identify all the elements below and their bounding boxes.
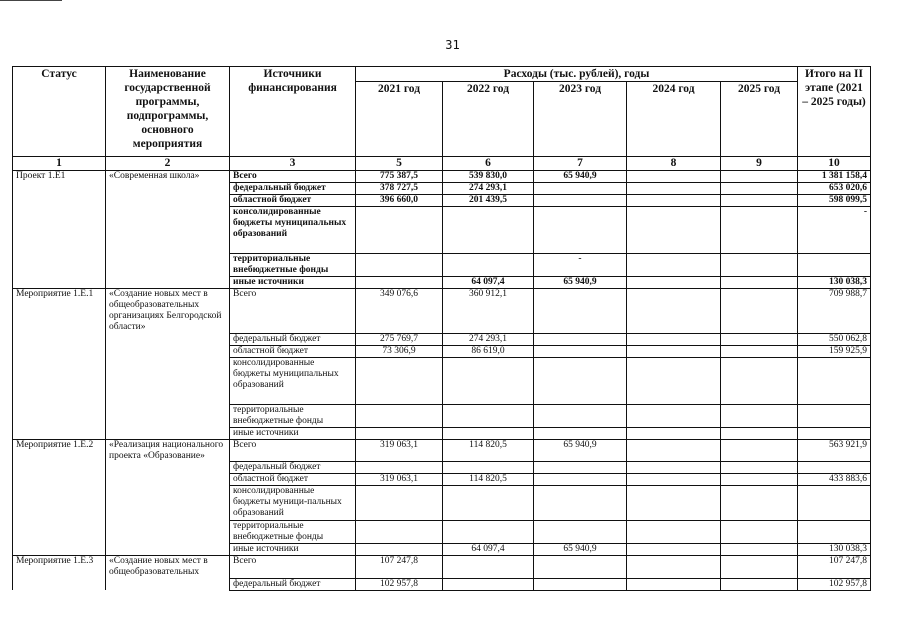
row-source: областной бюджет [230, 474, 356, 486]
cell-total [798, 357, 871, 404]
cell-v2023 [534, 462, 627, 474]
cell-v2021: 319 063,1 [356, 474, 443, 486]
cell-v2023: 65 940,9 [534, 277, 627, 289]
row-status: Мероприятие 1.Е.3 [13, 556, 106, 579]
cell-v2021 [356, 521, 443, 544]
cell-v2025 [721, 404, 798, 427]
cell-v2023 [534, 345, 627, 357]
budget-table [12, 66, 871, 591]
column-number: 9 [721, 157, 798, 171]
cell-v2024 [627, 345, 721, 357]
cell-v2024 [627, 521, 721, 544]
header-year-2022: 2022 год [443, 82, 534, 157]
table-row [13, 171, 871, 183]
cell-v2025 [721, 521, 798, 544]
row-status-cell [13, 404, 106, 427]
cell-v2023 [534, 474, 627, 486]
cell-v2021 [356, 254, 443, 277]
header-sources: Источники финансирования [230, 67, 356, 157]
table-row [13, 439, 871, 462]
cell-v2025 [721, 556, 798, 579]
row-name-cell [106, 578, 230, 590]
cell-v2023 [534, 556, 627, 579]
row-source: областной бюджет [230, 195, 356, 207]
row-name-cell [106, 521, 230, 544]
cell-v2025 [721, 462, 798, 474]
cell-v2025 [721, 357, 798, 404]
cell-v2022: 539 830,0 [443, 171, 534, 183]
cell-total [798, 521, 871, 544]
table-row [13, 277, 871, 289]
cell-total: 433 883,6 [798, 474, 871, 486]
cell-v2022 [443, 404, 534, 427]
row-program-name: «Создание новых мест в общеобразовательных [106, 556, 230, 579]
cell-total [798, 462, 871, 474]
cell-v2021: 73 306,9 [356, 345, 443, 357]
cell-total [798, 404, 871, 427]
row-source: консолидированные бюджеты муници-пальных образований [230, 486, 356, 521]
row-name-cell [106, 183, 230, 195]
cell-v2021 [356, 277, 443, 289]
row-status-cell [13, 578, 106, 590]
cell-total: - [798, 207, 871, 254]
table-row [13, 289, 871, 334]
cell-v2021 [356, 462, 443, 474]
row-name-cell [106, 195, 230, 207]
cell-total: 1 381 158,4 [798, 171, 871, 183]
row-name-cell [106, 207, 230, 254]
cell-v2022 [443, 578, 534, 590]
row-status-cell [13, 277, 106, 289]
cell-v2025 [721, 439, 798, 462]
cell-v2023 [534, 521, 627, 544]
table-row [13, 462, 871, 474]
cell-total: 159 925,9 [798, 345, 871, 357]
cell-v2025 [721, 333, 798, 345]
column-number: 8 [627, 157, 721, 171]
cell-v2025 [721, 544, 798, 556]
cell-v2021 [356, 404, 443, 427]
row-status-cell [13, 544, 106, 556]
cell-v2022: 114 820,5 [443, 439, 534, 462]
cell-total [798, 427, 871, 439]
cell-v2021 [356, 357, 443, 404]
row-source: федеральный бюджет [230, 578, 356, 590]
cell-v2024 [627, 486, 721, 521]
header-total: Итого на II этапе (2021 – 2025 годы) [798, 67, 871, 157]
column-number: 10 [798, 157, 871, 171]
cell-v2022 [443, 521, 534, 544]
row-source: иные источники [230, 544, 356, 556]
cell-v2023: 65 940,9 [534, 439, 627, 462]
scan-edge-line [0, 0, 62, 1]
row-status-cell [13, 427, 106, 439]
cell-v2025 [721, 254, 798, 277]
cell-v2025 [721, 183, 798, 195]
cell-v2023 [534, 486, 627, 521]
cell-v2024 [627, 544, 721, 556]
cell-v2025 [721, 195, 798, 207]
cell-v2023 [534, 404, 627, 427]
column-number: 6 [443, 157, 534, 171]
row-source: территориальные внебюджетные фонды [230, 521, 356, 544]
table-row [13, 544, 871, 556]
row-program-name: «Создание новых мест в общеобразовательных организациях Белгородской области» [106, 289, 230, 334]
row-program-name: «Реализация национального проекта «Образование» [106, 439, 230, 462]
cell-total [798, 486, 871, 521]
cell-v2021 [356, 207, 443, 254]
row-name-cell [106, 462, 230, 474]
cell-v2022 [443, 207, 534, 254]
column-number-row [13, 157, 871, 171]
cell-v2022: 360 912,1 [443, 289, 534, 334]
row-status-cell [13, 207, 106, 254]
row-status-cell [13, 195, 106, 207]
table-row [13, 427, 871, 439]
header-expenses: Расходы (тыс. рублей), годы [356, 67, 798, 82]
row-name-cell [106, 427, 230, 439]
header-year-2023: 2023 год [534, 82, 627, 157]
cell-v2023 [534, 195, 627, 207]
cell-total: 598 099,5 [798, 195, 871, 207]
row-source: территориальные внебюджетные фонды [230, 404, 356, 427]
table-row [13, 486, 871, 521]
cell-v2023: 65 940,9 [534, 171, 627, 183]
header-year-2025: 2025 год [721, 82, 798, 157]
row-status: Мероприятие 1.Е.1 [13, 289, 106, 334]
cell-v2021: 349 076,6 [356, 289, 443, 334]
row-status-cell [13, 345, 106, 357]
row-name-cell [106, 345, 230, 357]
cell-v2023 [534, 578, 627, 590]
cell-v2024 [627, 289, 721, 334]
cell-total: 130 038,3 [798, 544, 871, 556]
cell-v2021 [356, 544, 443, 556]
table-row [13, 474, 871, 486]
table-row [13, 404, 871, 427]
cell-v2024 [627, 254, 721, 277]
cell-v2021: 378 727,5 [356, 183, 443, 195]
cell-v2022: 86 619,0 [443, 345, 534, 357]
row-status: Мероприятие 1.Е.2 [13, 439, 106, 462]
cell-v2022: 201 439,5 [443, 195, 534, 207]
row-name-cell [106, 277, 230, 289]
cell-total [798, 254, 871, 277]
table-row [13, 195, 871, 207]
cell-v2025 [721, 486, 798, 521]
row-status-cell [13, 462, 106, 474]
row-name-cell [106, 254, 230, 277]
cell-v2023 [534, 357, 627, 404]
cell-v2024 [627, 556, 721, 579]
cell-v2021: 102 957,8 [356, 578, 443, 590]
row-source: областной бюджет [230, 345, 356, 357]
cell-v2022: 274 293,1 [443, 183, 534, 195]
row-source: Всего [230, 556, 356, 579]
table-row [13, 357, 871, 404]
cell-v2021 [356, 427, 443, 439]
row-status-cell [13, 333, 106, 345]
row-source: Всего [230, 439, 356, 462]
row-source: территориальные внебюджетные фонды [230, 254, 356, 277]
cell-total: 102 957,8 [798, 578, 871, 590]
row-name-cell [106, 544, 230, 556]
cell-v2025 [721, 578, 798, 590]
cell-v2023: 65 940,9 [534, 544, 627, 556]
table-row [13, 207, 871, 254]
cell-v2024 [627, 277, 721, 289]
cell-v2024 [627, 207, 721, 254]
row-source: Всего [230, 171, 356, 183]
row-status-cell [13, 521, 106, 544]
cell-v2024 [627, 578, 721, 590]
row-source: консолидированные бюджеты муниципальных образований [230, 207, 356, 254]
row-name-cell [106, 333, 230, 345]
cell-v2024 [627, 404, 721, 427]
cell-v2022: 64 097,4 [443, 544, 534, 556]
column-number: 5 [356, 157, 443, 171]
row-source: федеральный бюджет [230, 333, 356, 345]
header-year-2024: 2024 год [627, 82, 721, 157]
cell-v2025 [721, 171, 798, 183]
cell-v2022 [443, 556, 534, 579]
table-row [13, 333, 871, 345]
page-number: 31 [445, 38, 460, 52]
header-year-2021: 2021 год [356, 82, 443, 157]
cell-v2024 [627, 333, 721, 345]
table-row [13, 521, 871, 544]
cell-v2023 [534, 183, 627, 195]
cell-v2024 [627, 427, 721, 439]
row-status: Проект 1.Е1 [13, 171, 106, 183]
row-status-cell [13, 357, 106, 404]
cell-total: 563 921,9 [798, 439, 871, 462]
cell-v2022 [443, 462, 534, 474]
row-status-cell [13, 474, 106, 486]
row-name-cell [106, 474, 230, 486]
cell-v2022 [443, 486, 534, 521]
cell-total: 130 038,3 [798, 277, 871, 289]
column-number: 2 [106, 157, 230, 171]
cell-v2025 [721, 277, 798, 289]
cell-v2021: 396 660,0 [356, 195, 443, 207]
row-program-name: «Современная школа» [106, 171, 230, 183]
row-name-cell [106, 357, 230, 404]
table-row [13, 254, 871, 277]
column-number: 3 [230, 157, 356, 171]
row-name-cell [106, 486, 230, 521]
cell-v2023 [534, 207, 627, 254]
cell-v2025 [721, 474, 798, 486]
row-source: Всего [230, 289, 356, 334]
table-row [13, 556, 871, 579]
cell-total: 653 020,6 [798, 183, 871, 195]
cell-v2025 [721, 345, 798, 357]
row-source: иные источники [230, 277, 356, 289]
cell-v2023 [534, 427, 627, 439]
cell-v2024 [627, 183, 721, 195]
column-number: 1 [13, 157, 106, 171]
table-row [13, 578, 871, 590]
cell-v2021: 319 063,1 [356, 439, 443, 462]
cell-v2025 [721, 427, 798, 439]
column-number: 7 [534, 157, 627, 171]
cell-v2021: 775 387,5 [356, 171, 443, 183]
cell-v2024 [627, 439, 721, 462]
cell-v2022: 274 293,1 [443, 333, 534, 345]
cell-v2023: - [534, 254, 627, 277]
cell-v2022: 64 097,4 [443, 277, 534, 289]
cell-total: 107 247,8 [798, 556, 871, 579]
cell-v2021: 107 247,8 [356, 556, 443, 579]
cell-v2022 [443, 254, 534, 277]
cell-v2024 [627, 474, 721, 486]
row-source: федеральный бюджет [230, 462, 356, 474]
cell-v2021 [356, 486, 443, 521]
cell-v2024 [627, 195, 721, 207]
cell-v2024 [627, 462, 721, 474]
cell-v2021: 275 769,7 [356, 333, 443, 345]
header-status: Статус [13, 67, 106, 157]
cell-v2022 [443, 357, 534, 404]
cell-v2022: 114 820,5 [443, 474, 534, 486]
row-name-cell [106, 404, 230, 427]
row-status-cell [13, 254, 106, 277]
cell-v2024 [627, 171, 721, 183]
table-row [13, 345, 871, 357]
row-source: иные источники [230, 427, 356, 439]
row-source: консолидированные бюджеты муниципальных образований [230, 357, 356, 404]
cell-total: 550 062,8 [798, 333, 871, 345]
row-source: федеральный бюджет [230, 183, 356, 195]
cell-v2022 [443, 427, 534, 439]
cell-v2025 [721, 289, 798, 334]
row-status-cell [13, 486, 106, 521]
cell-v2023 [534, 289, 627, 334]
table-row [13, 183, 871, 195]
cell-total: 709 988,7 [798, 289, 871, 334]
cell-v2024 [627, 357, 721, 404]
cell-v2025 [721, 207, 798, 254]
cell-v2023 [534, 333, 627, 345]
header-name: Наименование государственной программы, подпрограммы, основного мероприятия [106, 67, 230, 157]
row-status-cell [13, 183, 106, 195]
